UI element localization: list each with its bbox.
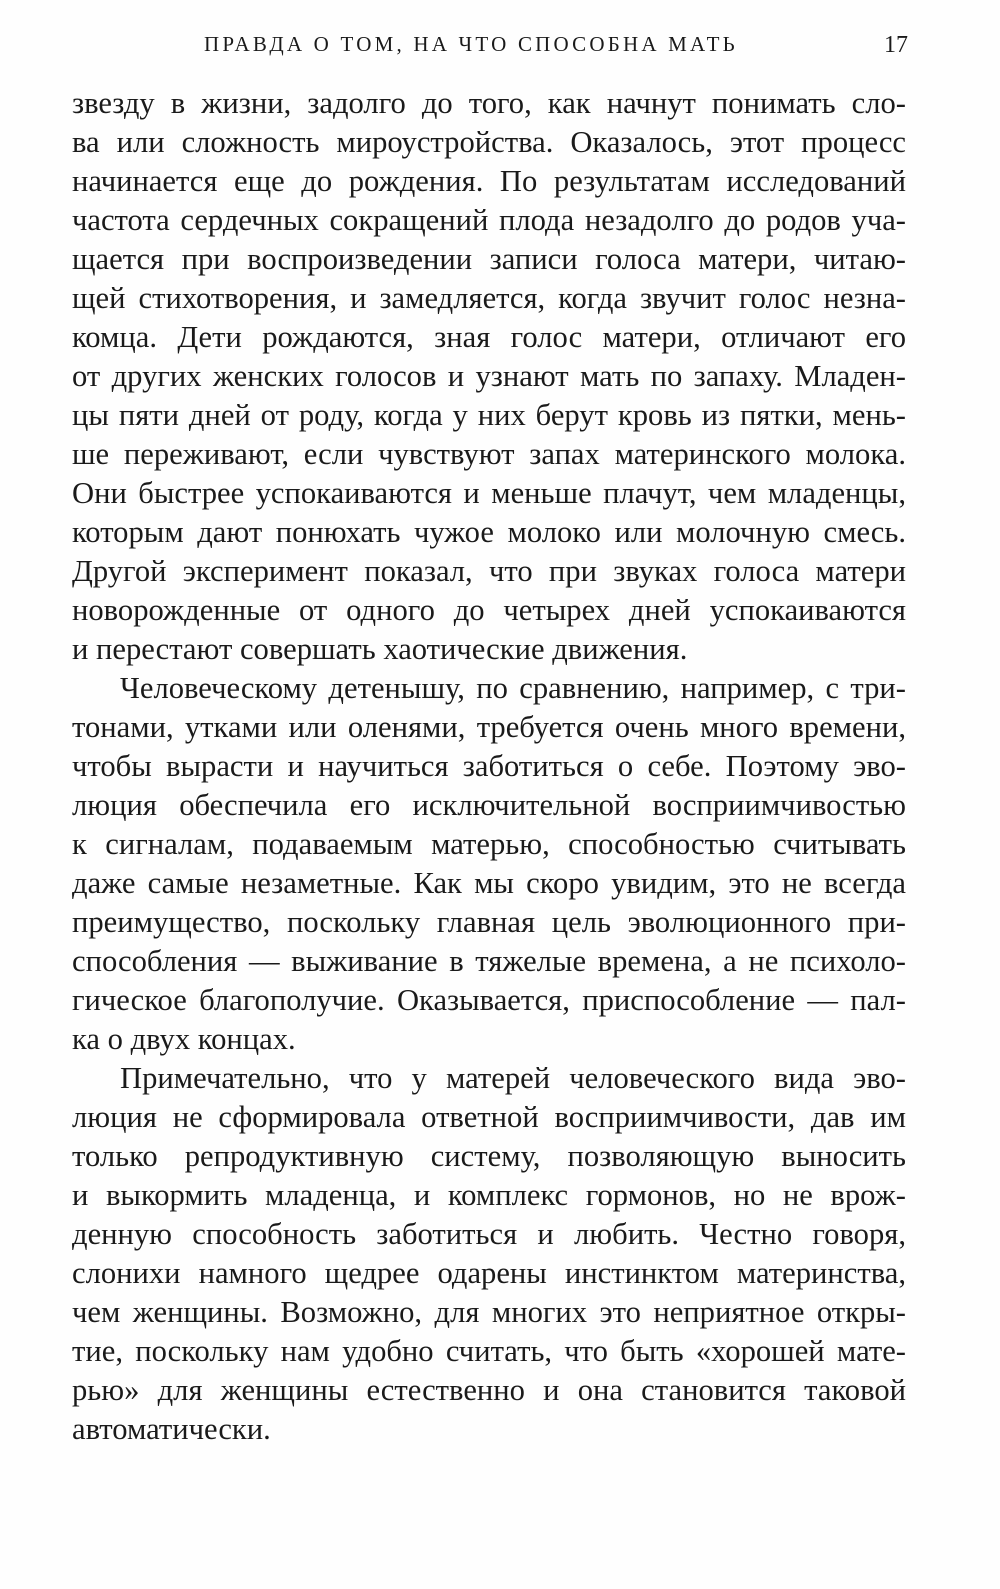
text-line: Человеческому детенышу, по сравнению, например, с три- <box>120 671 906 705</box>
text-line: чтобы вырасти и научиться заботиться о себе. Поэтому эво- <box>72 749 906 783</box>
text-line: люция не сформировала ответной восприимчивости, дав им <box>72 1100 906 1134</box>
text-line: автоматически. <box>72 1412 271 1446</box>
text-line: Они быстрее успокаиваются и меньше плачут, чем младенцы, <box>72 476 906 510</box>
text-line: к сигналам, подаваемым матерью, способностью считывать <box>72 827 906 861</box>
text-line: цы пяти дней от роду, когда у них берут кровь из пятки, мень- <box>72 398 906 432</box>
text-line: даже самые незаметные. Как мы скоро увидим, это не всегда <box>72 866 906 900</box>
text-line: звезду в жизни, задолго до того, как начнут понимать сло- <box>72 86 906 120</box>
text-line: гическое благополучие. Оказывается, приспособление — пал- <box>72 983 906 1017</box>
text-line: начинается еще до рождения. По результатам исследований <box>72 164 906 198</box>
text-line: чем женщины. Возможно, для многих это неприятное откры- <box>72 1295 906 1329</box>
text-line: и выкормить младенца, и комплекс гормонов, но не врож- <box>72 1178 906 1212</box>
paragraph-1 <box>72 84 906 669</box>
paragraph-2 <box>72 669 906 1059</box>
text-line: рью» для женщины естественно и она становится таковой <box>72 1373 906 1407</box>
text-line: от других женских голосов и узнают мать по запаху. Младен- <box>72 359 906 393</box>
text-line: и перестают совершать хаотические движения. <box>72 632 688 666</box>
text-line: которым дают понюхать чужое молоко или молочную смесь. <box>72 515 906 549</box>
text-line: ва или сложность мироустройства. Оказалось, этот процесс <box>72 125 906 159</box>
running-title: ПРАВДА О ТОМ, НА ЧТО СПОСОБНА МАТЬ <box>204 32 738 56</box>
text-line: ка о двух концах. <box>72 1022 296 1056</box>
text-line: частота сердечных сокращений плода незадолго до родов уча- <box>72 203 906 237</box>
text-line: комца. Дети рождаются, зная голос матери, отличают его <box>72 320 906 354</box>
text-line: тие, поскольку нам удобно считать, что быть «хорошей мате- <box>72 1334 906 1368</box>
text-line: способления — выживание в тяжелые времена, а не психоло- <box>72 944 906 978</box>
text-line: денную способность заботиться и любить. Честно говоря, <box>72 1217 906 1251</box>
text-line: только репродуктивную систему, позволяющую выносить <box>72 1139 906 1173</box>
text-line: тонами, утками или оленями, требуется очень много времени, <box>72 710 906 744</box>
text-line: люция обеспечила его исключительной восприимчивостью <box>72 788 906 822</box>
running-head <box>72 30 908 64</box>
body-text <box>72 84 906 1449</box>
text-line: Примечательно, что у матерей человеческого вида эво- <box>120 1061 906 1095</box>
text-line: щается при воспроизведении записи голоса матери, читаю- <box>72 242 906 276</box>
text-line: преимущество, поскольку главная цель эволюционного при- <box>72 905 906 939</box>
text-line: щей стихотворения, и замедляется, когда звучит голос незна- <box>72 281 906 315</box>
text-line: Другой эксперимент показал, что при звуках голоса матери <box>72 554 906 588</box>
paragraph-3 <box>72 1059 906 1449</box>
text-line: слонихи намного щедрее одарены инстинктом материнства, <box>72 1256 906 1290</box>
page-number: 17 <box>884 32 908 58</box>
text-line: новорожденные от одного до четырех дней успокаиваются <box>72 593 906 627</box>
text-line: ше переживают, если чувствуют запах материнского молока. <box>72 437 906 471</box>
